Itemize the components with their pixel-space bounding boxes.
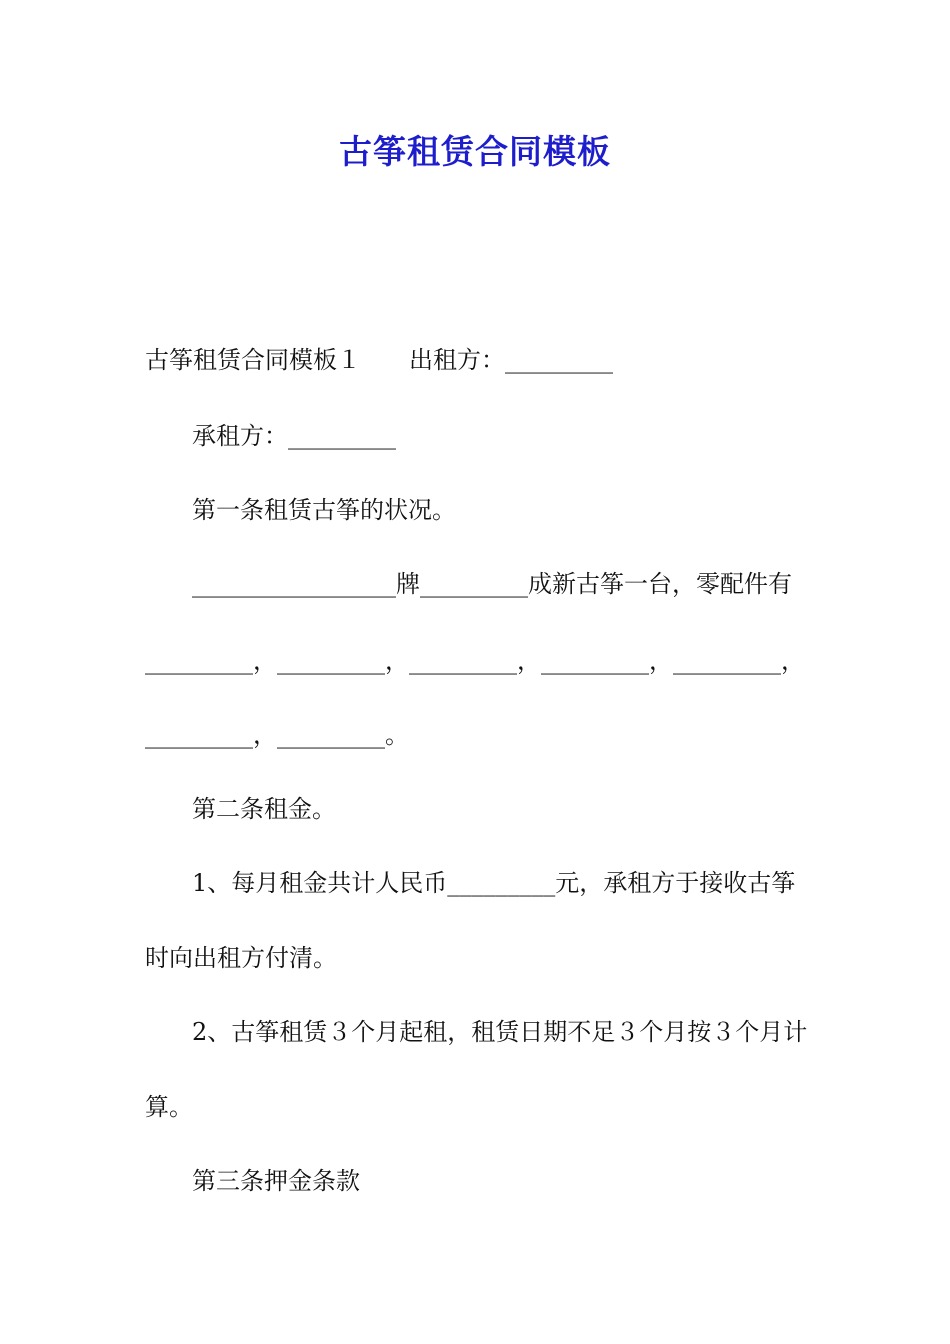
article-2-item-2-cont: 算。 <box>145 1093 193 1121</box>
article-2-heading: 第二条租金。 <box>192 795 336 823</box>
document-title: 古筝租赁合同模板 <box>339 132 611 171</box>
article-1-text: _________，_________，_________，_________，_________， <box>145 647 805 675</box>
intro-line: 古筝租赁合同模板１ 出租方：_________ <box>145 346 613 374</box>
article-2-item-1-cont: 时向出租方付清。 <box>145 944 337 972</box>
article-1-heading: 第一条租赁古筝的状况。 <box>192 496 456 524</box>
article-3-heading: 第三条押金条款 <box>192 1167 360 1195</box>
article-2-item-1: 1、每月租金共计人民币_________元，承租方于接收古筝 <box>192 869 796 897</box>
article-1-text: _________________牌_________成新古筝一台，零配件有 <box>192 570 792 598</box>
article-1-text: _________，_________。 <box>145 721 409 749</box>
lessee-line: 承租方：_________ <box>192 422 396 450</box>
article-2-item-2: 2、古筝租赁３个月起租，租赁日期不足３个月按３个月计 <box>192 1018 808 1046</box>
